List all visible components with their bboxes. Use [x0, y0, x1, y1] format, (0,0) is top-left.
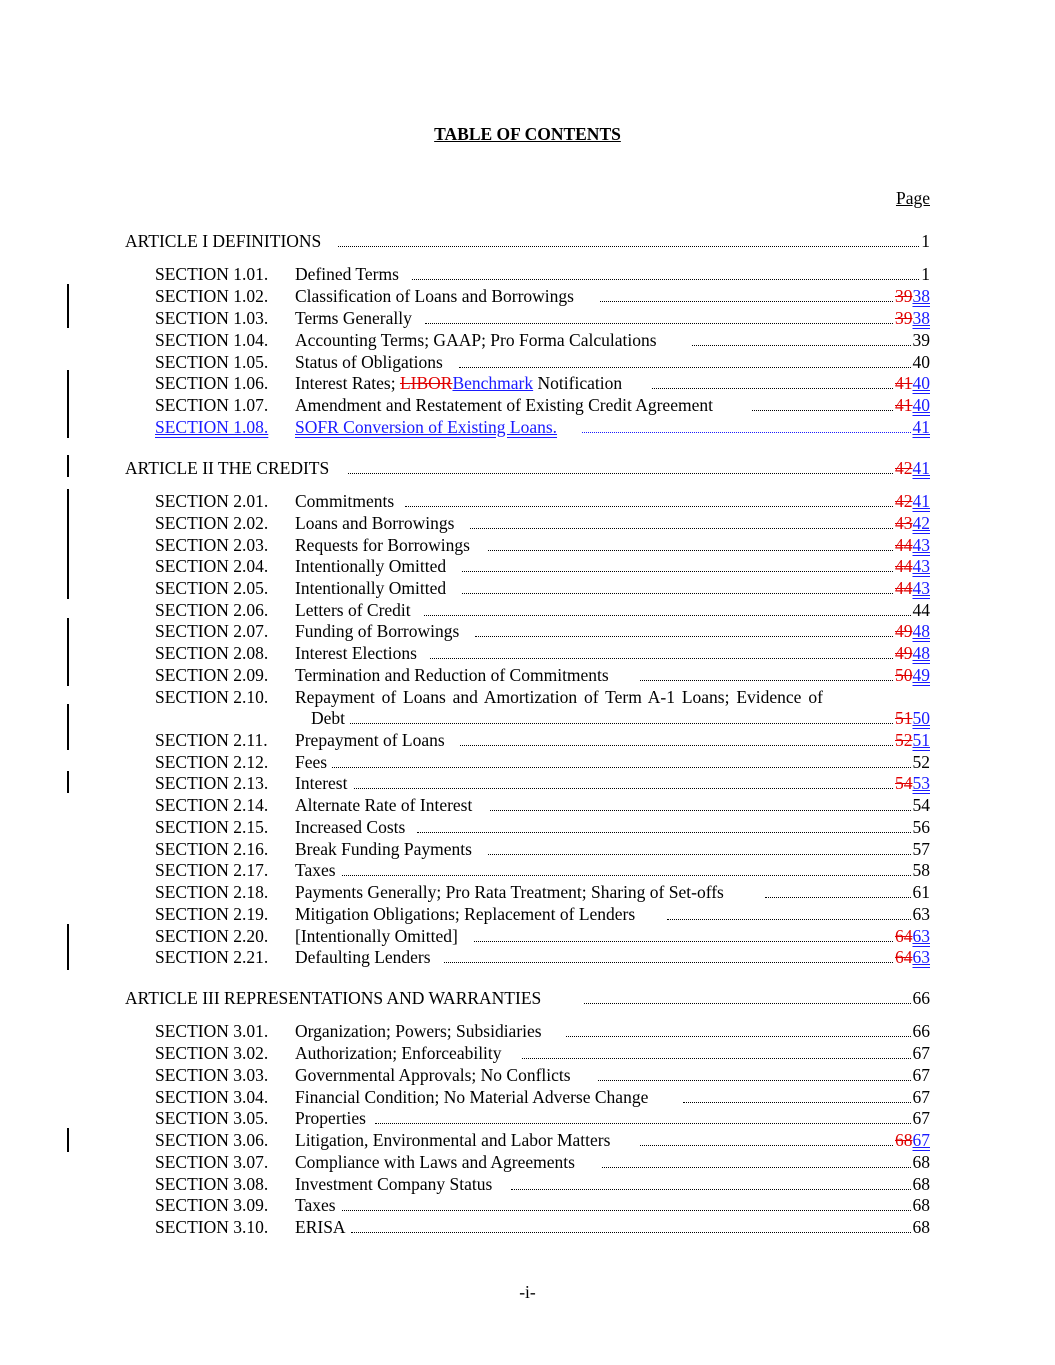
section-title: Compliance with Laws and Agreements [295, 1152, 575, 1172]
section-number: SECTION 2.17. [155, 860, 269, 880]
section-number: SECTION 2.21. [155, 947, 269, 967]
toc-section-3-04[interactable] [0, 1086, 1055, 1108]
deleted-page-number: 64 [895, 947, 913, 967]
section-number: SECTION 2.10. [155, 687, 269, 707]
section-title: SOFR Conversion of Existing Loans. [295, 417, 558, 437]
page-number: 40 [912, 352, 930, 372]
toc-section-1-07[interactable] [0, 394, 1055, 416]
inserted-page-number: 63 [912, 947, 930, 967]
page-number: 68 [912, 1152, 930, 1172]
inserted-page-number: 49 [912, 665, 930, 685]
page-number: 39 [912, 330, 930, 350]
section-title: ERISA [295, 1217, 346, 1237]
toc-section-2-05[interactable] [0, 577, 1055, 599]
toc-section-2-10[interactable] [0, 686, 1055, 708]
page-number: 67 [912, 1087, 930, 1107]
toc-section-3-07[interactable] [0, 1151, 1055, 1173]
section-title: Interest Elections [295, 643, 417, 663]
section-title: Accounting Terms; GAAP; Pro Forma Calculations [295, 330, 657, 350]
toc-section-1-03[interactable] [0, 307, 1055, 329]
page-number: 66 [912, 988, 930, 1008]
section-title: Break Funding Payments [295, 839, 472, 859]
page-number: 57 [912, 839, 930, 859]
deleted-page-number: 42 [895, 458, 913, 478]
inserted-page-number: 41 [912, 458, 930, 478]
section-number: SECTION 2.13. [155, 773, 269, 793]
section-title: Governmental Approvals; No Conflicts [295, 1065, 571, 1085]
section-number: SECTION 2.01. [155, 491, 269, 511]
inserted-page-number: 51 [912, 730, 930, 750]
toc-section-3-06[interactable] [0, 1129, 1055, 1151]
toc-section-1-01[interactable] [0, 263, 1055, 285]
page-number: 1 [921, 231, 930, 251]
document-title: TABLE OF CONTENTS [434, 124, 621, 144]
section-number: SECTION 1.06. [155, 373, 269, 393]
toc-section-2-18[interactable] [0, 881, 1055, 903]
toc-section-1-08[interactable] [0, 416, 1055, 438]
inserted-page-number: 43 [912, 578, 930, 598]
section-title: Requests for Borrowings [295, 535, 470, 555]
article-label: ARTICLE III REPRESENTATIONS AND WARRANTIES [125, 988, 542, 1008]
toc-section-2-02[interactable] [0, 512, 1055, 534]
section-title: Defaulting Lenders [295, 947, 431, 967]
toc-article-1[interactable] [0, 230, 1055, 252]
inserted-page-number: 50 [912, 708, 930, 728]
toc-section-3-01[interactable] [0, 1020, 1055, 1042]
section-title: [Intentionally Omitted] [295, 926, 458, 946]
deleted-page-number: 54 [895, 773, 913, 793]
section-number: SECTION 2.09. [155, 665, 269, 685]
deleted-page-number: 44 [895, 556, 913, 576]
toc-section-1-04[interactable] [0, 329, 1055, 351]
section-title: Prepayment of Loans [295, 730, 445, 750]
page-number: 52 [912, 752, 930, 772]
section-title: Interest Rates; LIBORBenchmark Notification [295, 373, 623, 393]
section-number: SECTION 2.07. [155, 621, 269, 641]
section-number: SECTION 1.03. [155, 308, 269, 328]
section-title: Properties [295, 1108, 366, 1128]
section-title: Defined Terms [295, 264, 399, 284]
deleted-page-number: 39 [895, 308, 913, 328]
section-title: Termination and Reduction of Commitments [295, 665, 609, 685]
toc-section-2-13[interactable] [0, 772, 1055, 794]
section-number: SECTION 2.18. [155, 882, 269, 902]
section-number: SECTION 2.05. [155, 578, 269, 598]
section-number: SECTION 2.03. [155, 535, 269, 555]
deleted-page-number: 42 [895, 491, 913, 511]
section-number: SECTION 1.05. [155, 352, 269, 372]
inserted-page-number: 40 [912, 373, 930, 393]
section-title: Litigation, Environmental and Labor Matters [295, 1130, 611, 1150]
toc-section-2-21[interactable] [0, 946, 1055, 968]
section-number: SECTION 3.04. [155, 1087, 269, 1107]
section-title: Alternate Rate of Interest [295, 795, 473, 815]
section-title: Funding of Borrowings [295, 621, 460, 641]
section-title: Classification of Loans and Borrowings [295, 286, 574, 306]
inserted-page-number: 43 [912, 535, 930, 555]
section-number: SECTION 3.09. [155, 1195, 269, 1215]
deleted-page-number: 43 [895, 513, 913, 533]
section-title: Terms Generally [295, 308, 412, 328]
page-number: 67 [912, 1108, 930, 1128]
page-number: 63 [912, 904, 930, 924]
section-number: SECTION 2.12. [155, 752, 269, 772]
section-number: SECTION 3.07. [155, 1152, 269, 1172]
section-title: Intentionally Omitted [295, 556, 447, 576]
section-title: Status of Obligations [295, 352, 443, 372]
deleted-page-number: 41 [895, 373, 913, 393]
toc-section-3-05[interactable] [0, 1107, 1055, 1129]
inserted-page-number: 43 [912, 556, 930, 576]
page-number: 54 [912, 795, 930, 815]
section-number: SECTION 2.14. [155, 795, 269, 815]
section-title-line-2: Debt [311, 708, 346, 728]
toc-section-2-19[interactable] [0, 903, 1055, 925]
section-number: SECTION 3.03. [155, 1065, 269, 1085]
deleted-page-number: 44 [895, 578, 913, 598]
section-number: SECTION 1.07. [155, 395, 269, 415]
section-title: Financial Condition; No Material Adverse Change [295, 1087, 649, 1107]
toc-section-1-05[interactable] [0, 351, 1055, 373]
toc-section-2-12[interactable] [0, 751, 1055, 773]
toc-section-2-07[interactable] [0, 620, 1055, 642]
page-footer-number: -i- [519, 1282, 536, 1302]
toc-section-2-03[interactable] [0, 534, 1055, 556]
section-title: Authorization; Enforceability [295, 1043, 502, 1063]
section-title: Taxes [295, 1195, 336, 1215]
deleted-page-number: 39 [895, 286, 913, 306]
section-number: SECTION 2.02. [155, 513, 269, 533]
section-title: Loans and Borrowings [295, 513, 455, 533]
toc-section-1-06[interactable] [0, 372, 1055, 394]
deleted-page-number: 44 [895, 535, 913, 555]
section-title: Interest [295, 773, 348, 793]
inserted-page-number: 53 [912, 773, 930, 793]
inserted-page-number: 42 [912, 513, 930, 533]
inserted-page-number: 63 [912, 926, 930, 946]
section-title: Increased Costs [295, 817, 406, 837]
section-title: Investment Company Status [295, 1174, 493, 1194]
toc-section-2-01[interactable] [0, 490, 1055, 512]
page-number: 68 [912, 1195, 930, 1215]
inserted-text: Benchmark [452, 373, 534, 393]
section-number: SECTION 1.01. [155, 264, 269, 284]
toc-article-3[interactable] [0, 987, 1055, 1009]
page-number: 44 [912, 600, 930, 620]
toc-section-2-06[interactable] [0, 599, 1055, 621]
section-number: SECTION 3.08. [155, 1174, 269, 1194]
inserted-page-number: 38 [912, 308, 930, 328]
section-number: SECTION 3.06. [155, 1130, 269, 1150]
page-number: 1 [921, 264, 930, 284]
page-number: 67 [912, 1043, 930, 1063]
deleted-text: LIBOR [399, 373, 453, 393]
page-number: 61 [912, 882, 930, 902]
section-number: SECTION 3.05. [155, 1108, 269, 1128]
inserted-page-number: 48 [912, 643, 930, 663]
page-number: 68 [912, 1174, 930, 1194]
toc-section-2-14[interactable] [0, 794, 1055, 816]
section-number: SECTION 1.08. [155, 417, 269, 437]
section-title: Taxes [295, 860, 336, 880]
page-number: 68 [912, 1217, 930, 1237]
inserted-page-number: 48 [912, 621, 930, 641]
deleted-page-number: 50 [895, 665, 913, 685]
section-title: Mitigation Obligations; Replacement of Lenders [295, 904, 636, 924]
section-title: Commitments [295, 491, 395, 511]
section-title: Letters of Credit [295, 600, 411, 620]
page-number: 41 [912, 417, 930, 437]
toc-section-3-08[interactable] [0, 1173, 1055, 1195]
toc-section-2-11[interactable] [0, 729, 1055, 751]
toc-section-2-10-cont[interactable] [0, 707, 1055, 729]
section-number: SECTION 2.15. [155, 817, 269, 837]
toc-section-2-08[interactable] [0, 642, 1055, 664]
toc-section-2-04[interactable] [0, 555, 1055, 577]
toc-section-2-17[interactable] [0, 859, 1055, 881]
section-number: SECTION 2.11. [155, 730, 268, 750]
deleted-page-number: 64 [895, 926, 913, 946]
section-title: Amendment and Restatement of Existing Credit Agreement [295, 395, 713, 415]
toc-section-2-20[interactable] [0, 925, 1055, 947]
deleted-page-number: 49 [895, 643, 913, 663]
section-number: SECTION 2.08. [155, 643, 269, 663]
page-number: 58 [912, 860, 930, 880]
toc-section-3-10[interactable] [0, 1216, 1055, 1238]
section-number: SECTION 1.02. [155, 286, 269, 306]
inserted-page-number: 40 [912, 395, 930, 415]
inserted-page-number: 41 [912, 491, 930, 511]
section-number: SECTION 2.19. [155, 904, 269, 924]
inserted-page-number: 67 [912, 1130, 930, 1150]
page-column-header: Page [895, 188, 930, 208]
section-title: Payments Generally; Pro Rata Treatment; Sharing of Set-offs [295, 882, 724, 902]
toc-section-3-09[interactable] [0, 1194, 1055, 1216]
section-title-line-1: Repayment of Loans and Amortization of Term A-1 Loans; Evidence of [295, 687, 823, 707]
page-number: 56 [912, 817, 930, 837]
section-number: SECTION 2.16. [155, 839, 269, 859]
section-title: Intentionally Omitted [295, 578, 447, 598]
deleted-page-number: 51 [895, 708, 913, 728]
section-number: SECTION 2.04. [155, 556, 269, 576]
page-number: 66 [912, 1021, 930, 1041]
section-number: SECTION 2.06. [155, 600, 269, 620]
toc-article-2[interactable] [0, 457, 1055, 479]
deleted-page-number: 49 [895, 621, 913, 641]
toc-section-3-03[interactable] [0, 1064, 1055, 1086]
toc-section-3-02[interactable] [0, 1042, 1055, 1064]
section-title: Organization; Powers; Subsidiaries [295, 1021, 542, 1041]
article-label: ARTICLE I DEFINITIONS [125, 231, 322, 251]
deleted-page-number: 52 [895, 730, 913, 750]
deleted-page-number: 68 [895, 1130, 913, 1150]
section-number: SECTION 3.02. [155, 1043, 269, 1063]
section-title: Fees [295, 752, 328, 772]
toc-section-2-15[interactable] [0, 816, 1055, 838]
toc-section-2-09[interactable] [0, 664, 1055, 686]
inserted-page-number: 38 [912, 286, 930, 306]
toc-section-2-16[interactable] [0, 838, 1055, 860]
deleted-page-number: 41 [895, 395, 913, 415]
article-label: ARTICLE II THE CREDITS [125, 458, 330, 478]
toc-section-1-02[interactable] [0, 285, 1055, 307]
section-number: SECTION 3.10. [155, 1217, 269, 1237]
section-number: SECTION 3.01. [155, 1021, 269, 1041]
page-number: 67 [912, 1065, 930, 1085]
section-number: SECTION 2.20. [155, 926, 269, 946]
section-number: SECTION 1.04. [155, 330, 269, 350]
